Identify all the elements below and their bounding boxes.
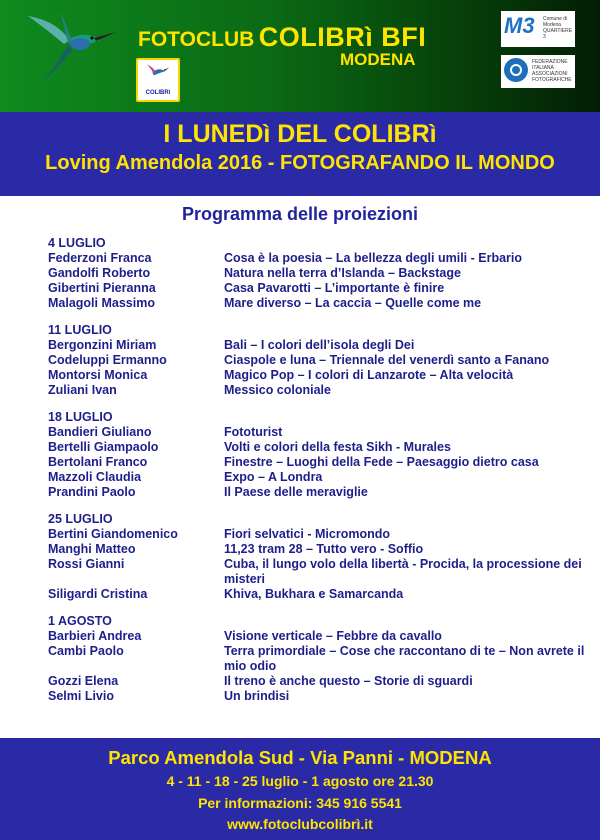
- schedule-row: [48, 587, 588, 602]
- author-name: Barbieri Andrea: [48, 629, 142, 643]
- schedule-row: [48, 425, 588, 440]
- fiaf-logo-circle: [504, 58, 528, 82]
- event-subtitle: Loving Amendola 2016 - FOTOGRAFANDO IL MONDO: [45, 152, 555, 174]
- website-link[interactable]: www.fotoclubcolibrì.it: [227, 816, 373, 832]
- event-title: I LUNEDì DEL COLIBRì: [163, 120, 437, 148]
- club-name: COLIBRì BFI: [258, 22, 427, 52]
- projection-title: Mare diverso – La caccia – Quelle come me: [224, 296, 482, 310]
- author-name: Codeluppi Ermanno: [48, 353, 167, 367]
- day-title: 11 LUGLIO: [48, 323, 112, 337]
- projection-title: Fototurist: [224, 425, 283, 439]
- schedule-row: [48, 296, 588, 311]
- m3-logo-mark: M3: [504, 13, 535, 38]
- projection-title: Khiva, Bukhara e Samarcanda: [224, 587, 404, 601]
- schedule-day: [48, 614, 588, 704]
- schedule-row: [48, 470, 588, 485]
- schedule-row: [48, 629, 588, 644]
- club-logo-icon: [136, 58, 180, 102]
- projection-title: Casa Pavarotti – L’importante è finire: [224, 281, 445, 295]
- schedule-row: [48, 266, 588, 281]
- projection-title: Un brindisi: [224, 689, 290, 703]
- schedule-row: [48, 527, 588, 542]
- projection-title: Finestre – Luoghi della Fede – Paesaggio dietro casa: [224, 455, 539, 469]
- projection-title: Expo – A Londra: [224, 470, 323, 484]
- projection-title: Cuba, il lungo volo della libertà - Procida, la processione dei misteri: [224, 557, 582, 586]
- dates-text: 4 - 11 - 18 - 25 luglio - 1 agosto ore 21.30: [166, 773, 434, 789]
- schedule-row: [48, 353, 588, 368]
- author-name: Zuliani Ivan: [48, 383, 117, 397]
- fiaf-logo-icon: [501, 55, 575, 88]
- schedule-row: [48, 542, 588, 557]
- author-name: Gandolfi Roberto: [48, 266, 151, 280]
- day-title: 4 LUGLIO: [48, 236, 106, 250]
- author-name: Gibertini Pieranna: [48, 281, 156, 295]
- schedule-row: [48, 455, 588, 470]
- author-name: Malagoli Massimo: [48, 296, 155, 310]
- projection-title: Terra primordiale – Cose che raccontano di te – Non avrete il mio odio: [224, 644, 585, 673]
- day-title: 25 LUGLIO: [48, 512, 113, 526]
- projection-title: Ciaspole e luna – Triennale del venerdì santo a Fanano: [224, 353, 550, 367]
- schedule-day: [48, 236, 588, 311]
- hummingbird-icon: [20, 10, 120, 85]
- projection-title: Cosa è la poesia – La bellezza degli umili - Erbario: [224, 251, 523, 265]
- schedule-row: [48, 689, 588, 704]
- projection-title: Il Paese delle meraviglie: [224, 485, 368, 499]
- author-name: Siligardi Cristina: [48, 587, 148, 601]
- schedule-row: [48, 368, 588, 383]
- author-name: Bergonzini Miriam: [48, 338, 157, 352]
- projection-title: Natura nella terra d’Islanda – Backstage: [224, 266, 461, 280]
- author-name: Bertelli Giampaolo: [48, 440, 159, 454]
- projection-title: Magico Pop – I colori di Lanzarote – Alta velocità: [224, 368, 514, 382]
- projection-title: Bali – I colori dell’isola degli Dei: [224, 338, 415, 352]
- day-title: 18 LUGLIO: [48, 410, 113, 424]
- club-prefix: FOTOCLUB: [138, 28, 255, 51]
- info-text: Per informazioni: 345 916 5541: [198, 795, 402, 811]
- projection-title: Messico coloniale: [224, 383, 331, 397]
- author-name: Rossi Gianni: [48, 557, 125, 571]
- schedule-day: [48, 512, 588, 602]
- venue-text: Parco Amendola Sud - Via Panni - MODENA: [108, 747, 492, 768]
- author-name: Gozzi Elena: [48, 674, 119, 688]
- schedule-row: [48, 281, 588, 296]
- schedule-day: [48, 323, 588, 398]
- schedule-row: [48, 674, 588, 689]
- author-name: Bertolani Franco: [48, 455, 148, 469]
- projection-title: 11,23 tram 28 – Tutto vero - Soffio: [224, 542, 424, 556]
- schedule-row: [48, 338, 588, 353]
- day-title: 1 AGOSTO: [48, 614, 112, 628]
- schedule-row: [48, 644, 588, 674]
- author-name: Prandini Paolo: [48, 485, 136, 499]
- schedule-row: [48, 383, 588, 398]
- header: [0, 0, 600, 112]
- author-name: Manghi Matteo: [48, 542, 136, 556]
- projection-title: Fiori selvatici - Micromondo: [224, 527, 390, 541]
- projection-title: Volti e colori della festa Sikh - Murales: [224, 440, 451, 454]
- author-name: Federzoni Franca: [48, 251, 152, 265]
- club-logo-label: COLIBRì: [145, 90, 171, 96]
- author-name: Cambi Paolo: [48, 644, 124, 658]
- m3-logo-text: Comune di Modena QUARTIERE 3: [543, 16, 573, 40]
- author-name: Mazzoli Claudia: [48, 470, 142, 484]
- schedule-row: [48, 557, 588, 587]
- schedule-row: [48, 251, 588, 266]
- projection-title: Il treno è anche questo – Storie di sguardi: [224, 674, 473, 688]
- schedule-row: [48, 485, 588, 500]
- projection-title: Visione verticale – Febbre da cavallo: [224, 629, 442, 643]
- m3-logo-icon: [501, 11, 575, 47]
- program-heading: Programma delle proiezioni: [181, 204, 419, 224]
- club-title: [138, 22, 426, 53]
- schedule: [48, 236, 588, 716]
- author-name: Bertini Giandomenico: [48, 527, 178, 541]
- schedule-day: [48, 410, 588, 500]
- fiaf-logo-text: FEDERAZIONE ITALIANA ASSOCIAZIONI FOTOGRAFICHE: [532, 59, 572, 83]
- author-name: Bandieri Giuliano: [48, 425, 152, 439]
- author-name: Selmi Livio: [48, 689, 114, 703]
- schedule-row: [48, 440, 588, 455]
- author-name: Montorsi Monica: [48, 368, 148, 382]
- club-city: MODENA: [340, 50, 416, 69]
